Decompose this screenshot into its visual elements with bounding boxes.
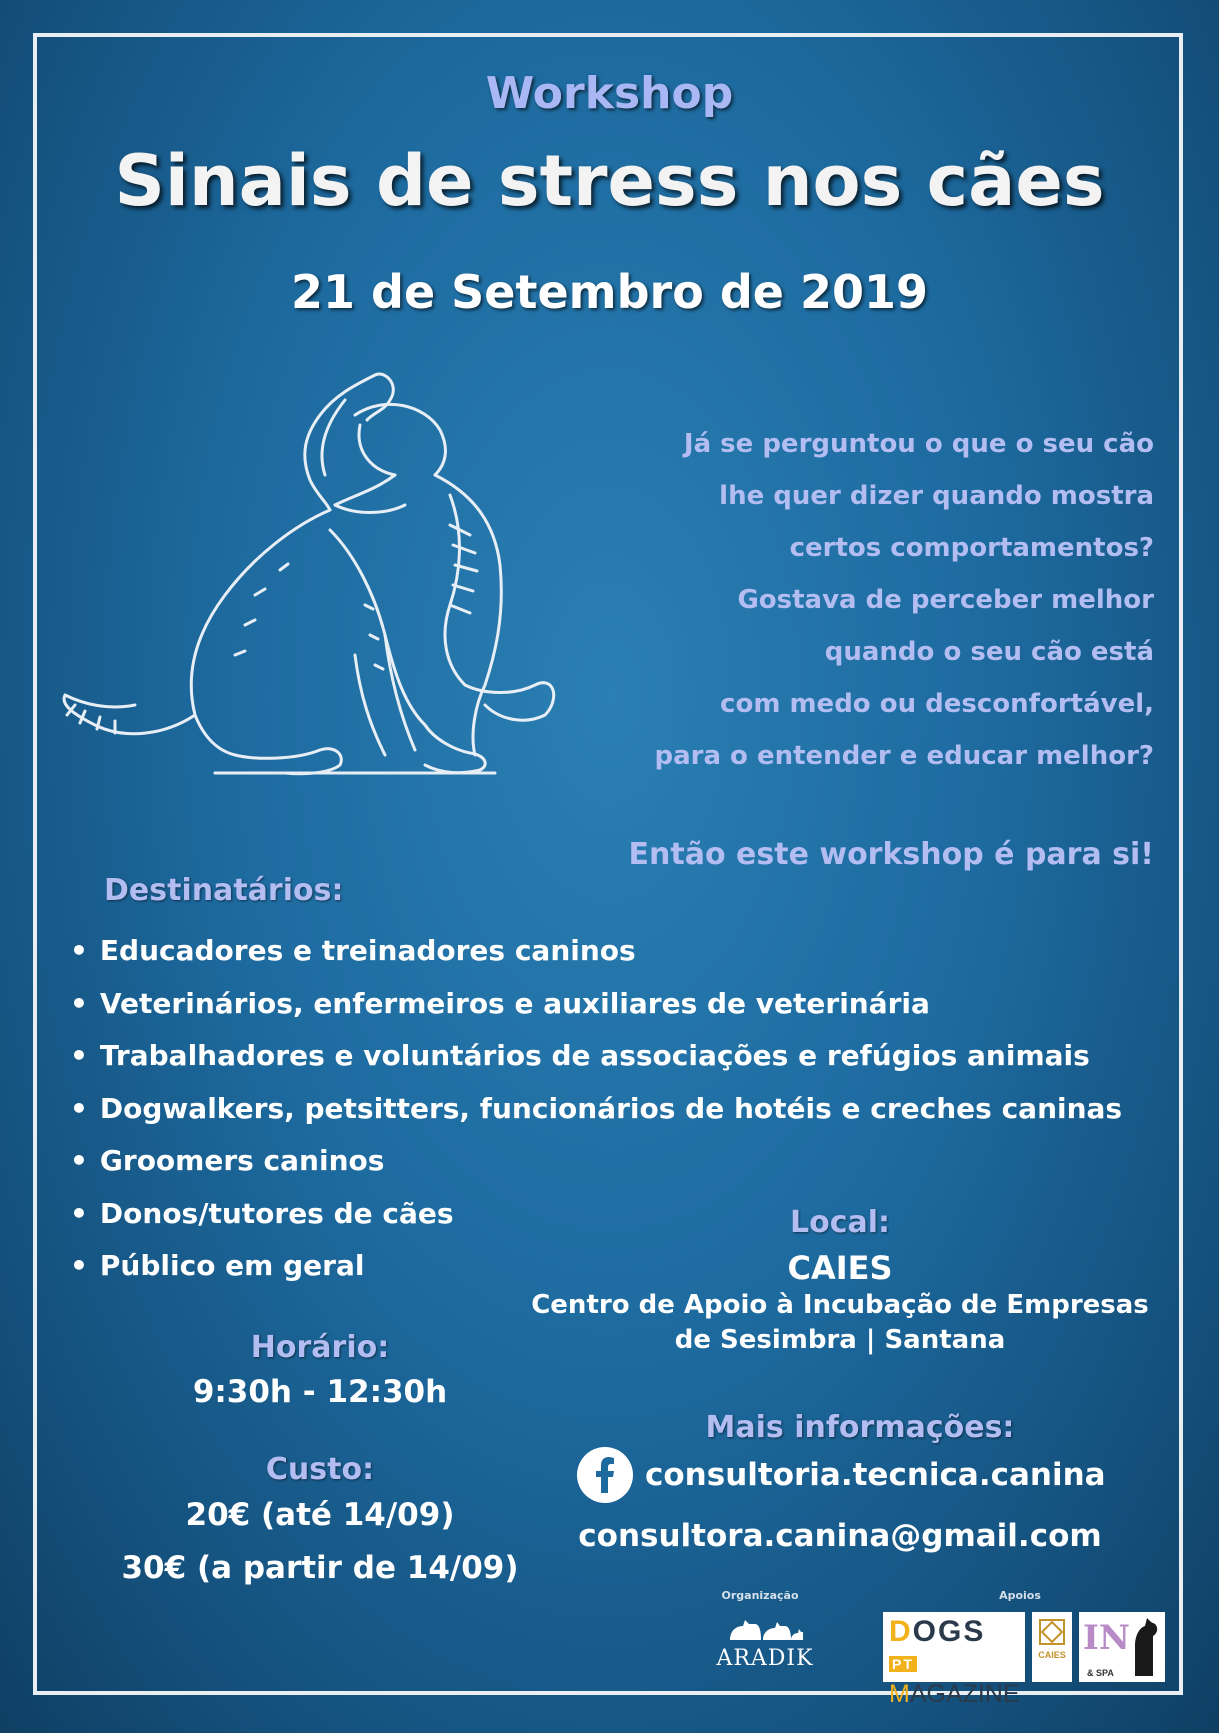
list-item: • Donos/tutores de cães — [70, 1188, 1122, 1241]
intro-line: certos comportamentos? — [789, 533, 1154, 563]
list-item: • Dogwalkers, petsitters, funcionários de hotéis e creches caninas — [70, 1083, 1122, 1136]
list-item: • Público em geral — [70, 1240, 1122, 1293]
local-label: Local: — [789, 1205, 891, 1240]
dogs-silhouette-icon — [725, 1612, 805, 1642]
event-date: 21 de Setembro de 2019 — [290, 265, 928, 319]
intro-line: Já se perguntou o que o seu cão — [683, 429, 1154, 459]
organizacao-label: Organização — [721, 1589, 799, 1602]
facebook-link[interactable] — [577, 1447, 1106, 1503]
address-line: Centro de Apoio à Incubação de Empresas — [531, 1290, 1149, 1320]
intro-line: Gostava de perceber melhor — [737, 585, 1154, 615]
spa-logo-sub: & SPA — [1087, 1668, 1114, 1678]
facebook-icon — [577, 1447, 633, 1503]
list-item: • Trabalhadores e voluntários de associações e refúgios animais — [70, 1030, 1122, 1083]
custo-label: Custo: — [265, 1452, 375, 1487]
caies-logo — [1032, 1612, 1072, 1682]
aradik-logo — [705, 1612, 825, 1671]
facebook-handle: consultoria.tecnica.canina — [645, 1457, 1106, 1493]
email-link[interactable]: consultora.canina@gmail.com — [578, 1518, 1102, 1554]
horario-value: 9:30h - 12:30h — [192, 1374, 448, 1410]
dogs-magazine-logo — [883, 1612, 1025, 1708]
destinatarios-heading: Destinatários: — [104, 873, 344, 908]
dogs-logo-m: M — [889, 1680, 910, 1708]
page-title: Sinais de stress nos cães — [114, 140, 1105, 222]
dogs-logo-ogs: OGS — [912, 1615, 986, 1648]
horario-label: Horário: — [250, 1330, 390, 1365]
custo-price-late: 30€ (a partir de 14/09) — [121, 1550, 519, 1586]
local-address — [505, 1288, 1175, 1358]
list-item: • Veterinários, enfermeiros e auxiliares de veterinária — [70, 978, 1122, 1031]
list-item: • Educadores e treinadores caninos — [70, 925, 1122, 978]
dogs-logo-pt: PT — [889, 1656, 917, 1672]
caies-emblem-icon — [1038, 1618, 1066, 1646]
apoios-label: Apoios — [999, 1589, 1041, 1602]
intro-text — [554, 418, 1154, 782]
spa-logo-text: IN — [1083, 1618, 1130, 1658]
tagline: Então este workshop é para si! — [628, 837, 1154, 872]
intro-line: lhe quer dizer quando mostra — [719, 481, 1154, 511]
address-line: de Sesimbra | Santana — [674, 1325, 1006, 1355]
list-item: • Groomers caninos — [70, 1135, 1122, 1188]
intro-line: com medo ou desconfortável, — [720, 689, 1154, 719]
dogs-logo-agazine: AGAZINE — [909, 1680, 1020, 1708]
dog-silhouette-icon — [1125, 1616, 1161, 1676]
aradik-name: ARADIK — [716, 1646, 814, 1671]
local-name: CAIES — [787, 1249, 893, 1287]
dog-hug-illustration — [55, 355, 625, 850]
intro-line: quando o seu cão está — [824, 637, 1154, 667]
dogs-logo-d: D — [889, 1615, 913, 1648]
mais-informacoes-label: Mais informações: — [705, 1410, 1015, 1445]
workshop-label: Workshop — [485, 68, 734, 119]
spa-logo — [1079, 1612, 1165, 1682]
caies-logo-text: CAIES — [1038, 1650, 1066, 1660]
custo-price-early: 20€ (até 14/09) — [185, 1497, 455, 1533]
intro-line: para o entender e educar melhor? — [654, 741, 1154, 771]
